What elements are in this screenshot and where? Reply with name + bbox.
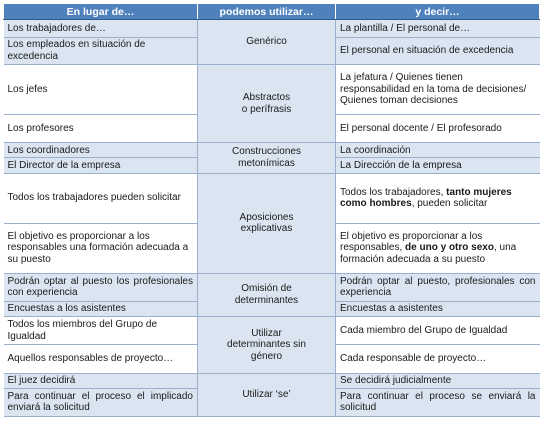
comparison-table-container xyxy=(3,3,539,417)
alternative-text: Todos los trabajadores, xyxy=(340,186,447,198)
original-expression: Todos los trabajadores pueden solicitar xyxy=(4,173,198,223)
alternative-expression: Se decidirá judicialmente xyxy=(336,373,540,388)
table-row xyxy=(4,317,540,345)
table-row xyxy=(4,64,540,114)
original-expression: Aquellos responsables de proyecto… xyxy=(4,345,198,373)
alternative-expression: Cada responsable de proyecto… xyxy=(336,345,540,373)
strategy-determinantes: Utilizar determinantes sin género xyxy=(198,317,336,373)
original-expression: Los profesores xyxy=(4,115,198,143)
alternative-expression: La Dirección de la empresa xyxy=(336,158,540,173)
strategy-metonimicas: Construcciones metonímicas xyxy=(198,143,336,173)
alternative-expression: La jefatura / Quienes tienen responsabilidad en la toma de decisiones/ Quienes toman decisiones xyxy=(336,64,540,114)
alternative-expression xyxy=(336,223,540,273)
table-row xyxy=(4,273,540,301)
original-expression: Los trabajadores de… xyxy=(4,20,198,38)
table-row xyxy=(4,173,540,223)
alternative-expression: El personal docente / El profesorado xyxy=(336,115,540,143)
alternative-expression: La plantilla / El personal de… xyxy=(336,20,540,38)
strategy-generico: Genérico xyxy=(198,20,336,65)
strategy-abstractos: Abstractos o perífrasis xyxy=(198,64,336,142)
emphasized-text: de uno y otro sexo xyxy=(405,242,494,254)
original-expression: Podrán optar al puesto los profesionales con experiencia xyxy=(4,273,198,301)
original-expression: El juez decidirá xyxy=(4,373,198,388)
alternative-expression: Cada miembro del Grupo de Igualdad xyxy=(336,317,540,345)
alternative-text: , pueden solicitar xyxy=(411,198,488,210)
alternative-expression: Podrán optar al puesto, profesionales con experiencia xyxy=(336,273,540,301)
table-row xyxy=(4,20,540,38)
alternative-expression: Para continuar el proceso se enviará la solicitud xyxy=(336,388,540,416)
strategy-aposiciones: Aposiciones explicativas xyxy=(198,173,336,273)
original-expression: Encuestas a los asistentes xyxy=(4,302,198,317)
header-row xyxy=(4,4,540,20)
inclusive-language-table xyxy=(3,3,540,417)
alternative-expression: La coordinación xyxy=(336,143,540,158)
alternative-expression xyxy=(336,173,540,223)
emphasized-text: tanto mujeres como hombres xyxy=(340,186,512,210)
original-expression: El objetivo es proporcionar a los responsables una formación adecuada a su puesto xyxy=(4,223,198,273)
original-expression: Los jefes xyxy=(4,64,198,114)
strategy-omision: Omisión de determinantes xyxy=(198,273,336,316)
original-expression: Los empleados en situación de excedencia xyxy=(4,37,198,64)
alternative-text: El objetivo es proporcionar a los responsables, xyxy=(340,230,483,254)
original-expression: El Director de la empresa xyxy=(4,158,198,173)
header-col-use: podemos utilizar… xyxy=(198,4,336,20)
alternative-text: , una formación adecuada a su puesto xyxy=(340,242,517,265)
original-expression: Para continuar el proceso el implicado enviará la solicitud xyxy=(4,388,198,416)
table-row xyxy=(4,373,540,388)
header-col-say: y decir… xyxy=(336,4,540,20)
original-expression: Los coordinadores xyxy=(4,143,198,158)
strategy-se: Utilizar ‘se’ xyxy=(198,373,336,416)
table-row xyxy=(4,143,540,158)
alternative-expression: Encuestas a asistentes xyxy=(336,302,540,317)
original-expression: Todos los miembros del Grupo de Igualdad xyxy=(4,317,198,345)
alternative-expression: El personal en situación de excedencia xyxy=(336,37,540,64)
header-col-instead: En lugar de… xyxy=(4,4,198,20)
